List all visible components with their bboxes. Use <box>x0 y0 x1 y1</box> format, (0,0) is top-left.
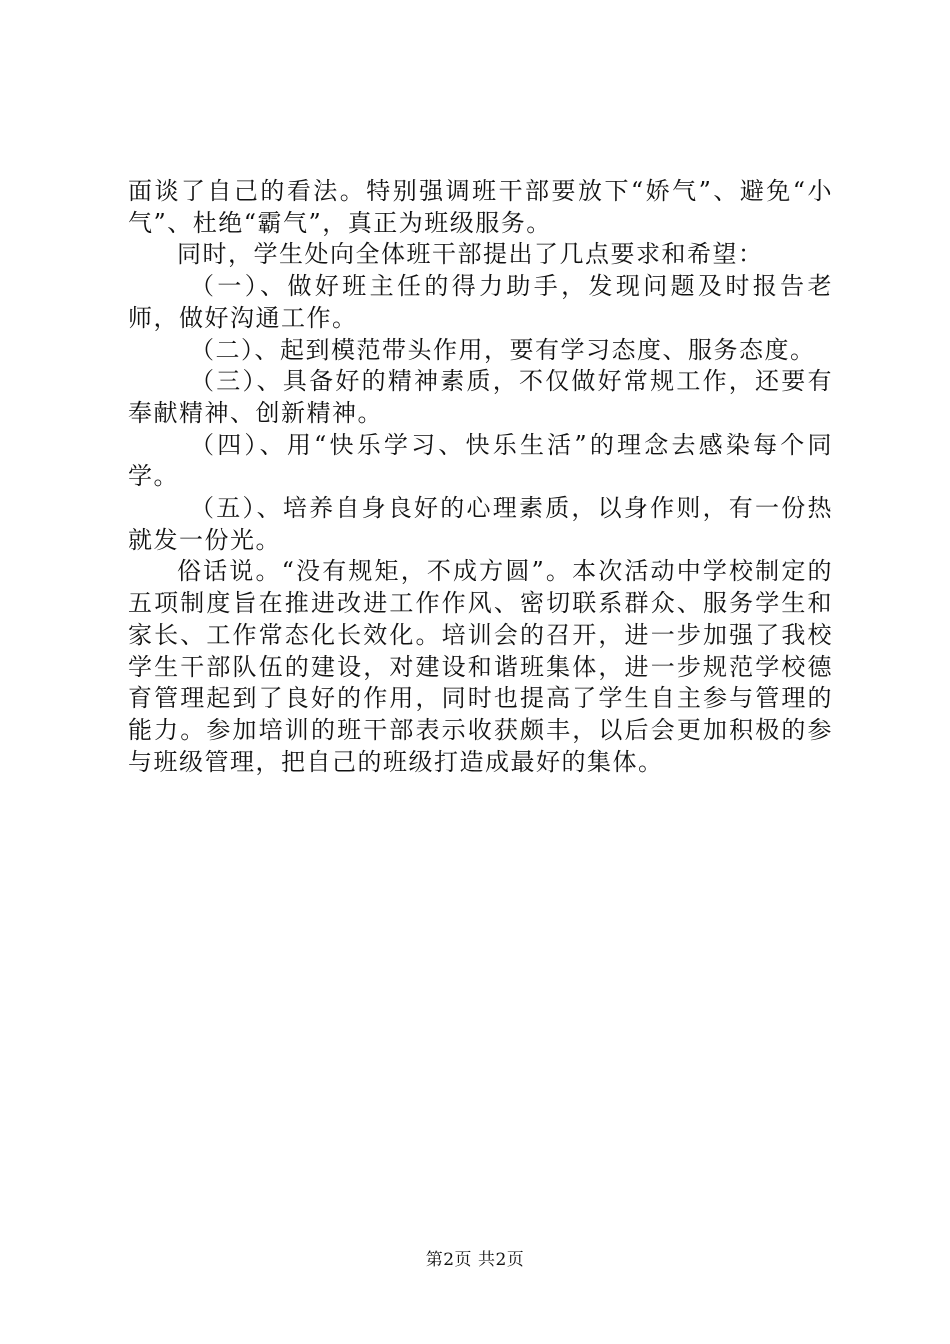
paragraph-conclusion: 俗话说。“没有规矩，不成方圆”。本次活动中学校制定的五项制度旨在推进改进工作作风、密切联系群众、服务学生和家长、工作常态化长效化。培训会的召开，进一步加强了我校学生干部队伍的建设，对建设和谐班集体，进一步规范学校德育管理起到了良好的作用，同时也提高了学生自主参与管理的能力。参加培训的班干部表示收获颇丰，以后会更加积极的参与班级管理，把自己的班级打造成最好的集体。 <box>128 557 833 776</box>
requirement-item-2: （二）、起到模范带头作用，要有学习态度、服务态度。 <box>190 335 816 364</box>
requirement-item-3: （三）、具备好的精神素质，不仅做好常规工作，还要有奉献精神、创新精神。 <box>128 367 833 427</box>
document-body <box>128 176 833 778</box>
requirement-item-1: （一）、做好班主任的得力助手，发现问题及时报告老师，做好沟通工作。 <box>128 272 833 332</box>
paragraph-continuation: 面谈了自己的看法。特别强调班干部要放下“娇气”、避免“小气”、杜绝“霸气”，真正为班级服务。 <box>128 177 833 237</box>
requirement-item-4: （四）、用“快乐学习、快乐生活”的理念去感染每个同学。 <box>128 430 833 491</box>
requirement-item-5: （五）、培养自身良好的心理素质，以身作则，有一份热就发一份光。 <box>128 494 833 554</box>
paragraph-requirements-intro: 同时，学生处向全体班干部提出了几点要求和希望： <box>177 240 764 269</box>
page-number-footer: 第2页 共2页 <box>425 1250 525 1270</box>
